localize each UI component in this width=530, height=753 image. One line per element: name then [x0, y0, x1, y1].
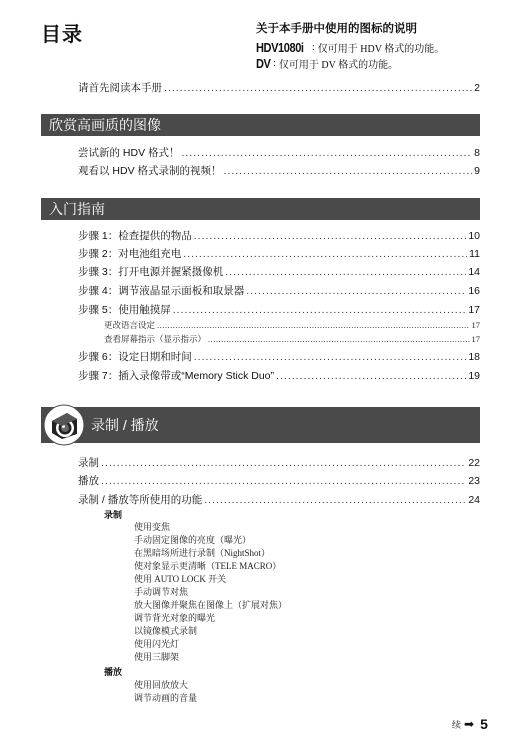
right-arrow-icon: ➡: [464, 717, 475, 731]
section-header-enjoy-hd: 欣赏高画质的图像: [41, 114, 480, 136]
page-title: 目录: [41, 24, 83, 46]
dv-logo-icon: DV: [256, 56, 271, 71]
toc-entry-read-first[interactable]: [78, 80, 480, 95]
toc-subentry[interactable]: 查看屏幕指示（显示指示） ..... 17: [104, 333, 480, 345]
toc-entry[interactable]: 步骤 6：设定日期和时间 ..... 18: [78, 349, 480, 364]
list-item: 使对象显示更清晰（TELE MACRO）: [134, 561, 282, 571]
continued-label: 续: [452, 719, 462, 730]
legend-row-hdv: HDV1080i : 仅可用于 HDV 格式的功能。: [256, 40, 445, 55]
list-item: 放大图像并聚焦在图像上（扩展对焦）: [134, 600, 288, 610]
list-item: 手动调节对焦: [134, 587, 189, 597]
subheading-play: 播放: [104, 667, 123, 677]
toc-entry[interactable]: 步骤 2：对电池组充电 ..... 11: [78, 246, 480, 261]
legend-text-hdv: 仅可用于 HDV 格式的功能。: [317, 44, 445, 55]
section-title: 录制 / 播放: [91, 417, 159, 433]
page-footer: [452, 716, 488, 732]
list-item: 以镜像模式录制: [134, 626, 198, 636]
toc-entry[interactable]: 录制 ..... 22: [78, 455, 480, 470]
toc-subentry[interactable]: 更改语言设定 ..... 17: [104, 319, 480, 331]
list-item: 使用闪光灯: [134, 639, 180, 649]
icon-legend-title: 关于本手册中使用的图标的说明: [256, 23, 417, 35]
toc-entry[interactable]: 录制 / 播放等所使用的功能 ..... 24: [78, 492, 480, 507]
list-item: 使用 AUTO LOCK 开关: [134, 574, 227, 584]
legend-text-dv: 仅可用于 DV 格式的功能。: [278, 60, 399, 71]
list-item: 在黑暗场所进行录制（NightShot）: [134, 548, 271, 558]
toc-entry[interactable]: 观看以 HDV 格式录制的视频！ ..... 9: [78, 163, 480, 178]
subheading-record: 录制: [104, 510, 123, 520]
toc-entry[interactable]: 步骤 7：插入录像带或“Memory Stick Duo” ..... 19: [78, 368, 480, 383]
section-header-record-play: [41, 407, 480, 443]
toc-entry[interactable]: 步骤 3：打开电源并握紧摄像机 ..... 14: [78, 264, 480, 279]
list-item: 调节背光对象的曝光: [134, 613, 216, 623]
toc-label: 请首先阅读本手册: [78, 82, 162, 94]
toc-page: 2: [474, 82, 480, 94]
list-item: 使用回放放大: [134, 680, 189, 690]
list-item: 使用三脚架: [134, 652, 180, 662]
section-header-getting-started: 入门指南: [41, 198, 480, 220]
hdv1080i-logo-icon: HDV1080i: [256, 40, 304, 55]
list-item: 使用变焦: [134, 522, 171, 532]
toc-entry[interactable]: 步骤 4：调节液晶显示面板和取景器 ..... 16: [78, 283, 480, 298]
list-item: 调节动画的音量: [134, 693, 198, 703]
toc-entry[interactable]: 步骤 1：检查提供的物品 ..... 10: [78, 228, 480, 243]
page-number: 5: [480, 716, 488, 732]
toc-entry[interactable]: 步骤 5：使用触摸屏 ..... 17: [78, 302, 480, 317]
list-item: 手动固定图像的亮度（曝光）: [134, 535, 252, 545]
toc-entry[interactable]: 尝试新的 HDV 格式！ ..... 8: [78, 145, 480, 160]
camcorder-lens-icon: [43, 404, 85, 446]
legend-row-dv: DV : 仅可用于 DV 格式的功能。: [256, 56, 399, 71]
toc-entry[interactable]: 播放 ..... 23: [78, 473, 480, 488]
